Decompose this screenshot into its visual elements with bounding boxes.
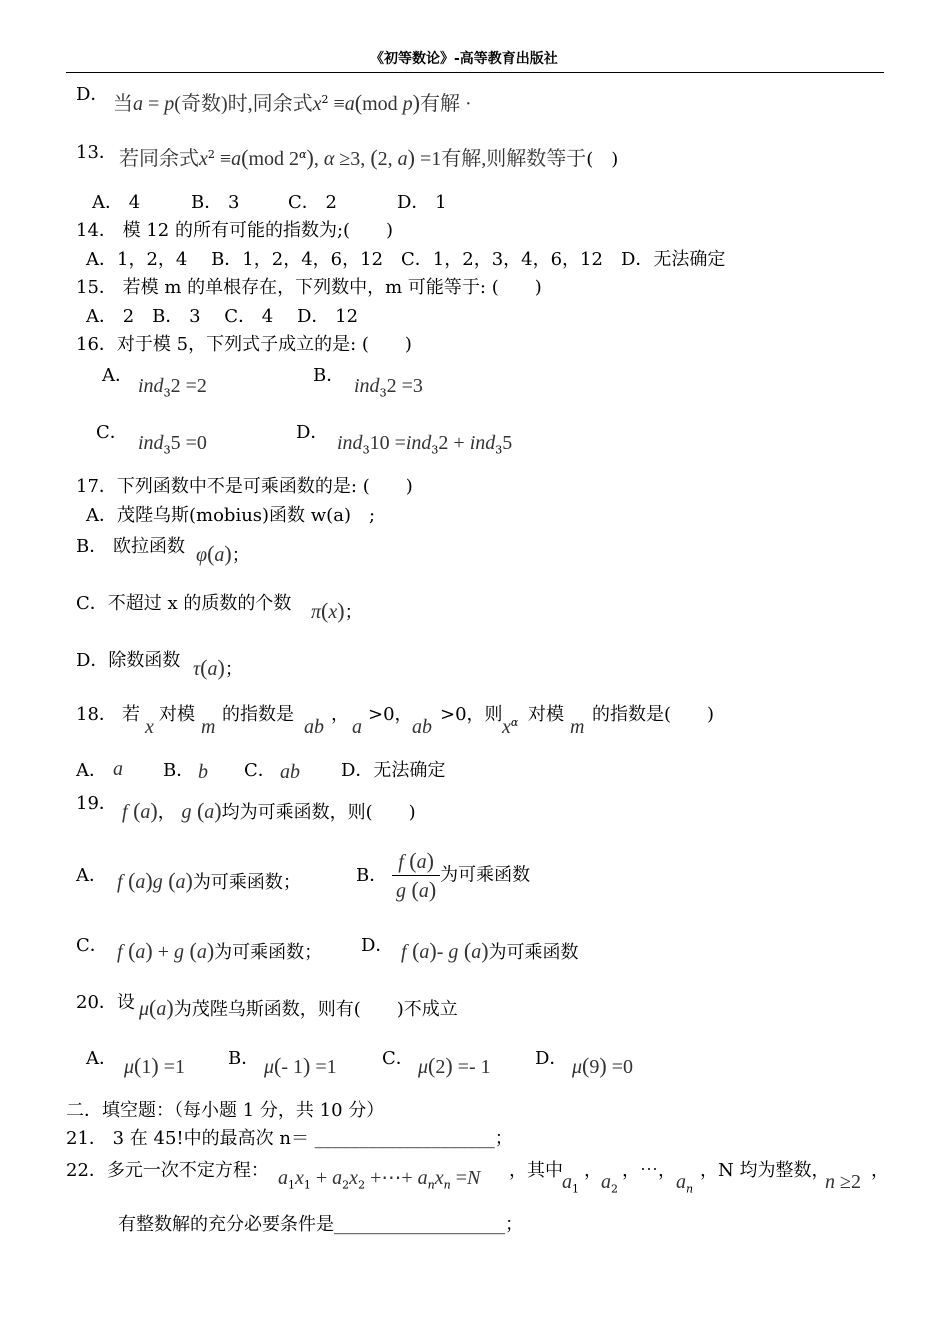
q14-options: A．1，2，4 B．1，2，4，6，12 C．1，2，3，4，6，12 D．无法确定 — [86, 249, 726, 270]
q19-label-c: C． — [76, 935, 108, 956]
q19-option-a: f (a)g (a)为可乘函数； — [117, 868, 301, 893]
q22-a1: $a_1$ — [562, 1171, 579, 1196]
q16-option-d-formula: ind$_3$10 =ind$_3$2 + ind$_3$5 — [337, 432, 513, 457]
q18-text-6: >0，则 — [440, 704, 503, 725]
q17-option-a: A．茂陛乌斯(mobius)函数 w(a) ; — [86, 505, 376, 526]
q14-stem: 14． 模 12 的所有可能的指数为;( ) — [76, 220, 394, 241]
q16-stem: 16．对于模 5，下列式子成立的是: ( ) — [76, 334, 412, 355]
q12-option-d: 当a = p(奇数)时,同余式$x^2 \equiv a(mod$ p)有解 · — [113, 90, 472, 115]
q16-label-c: C． — [96, 422, 128, 443]
q16-label-b: B． — [313, 365, 345, 386]
q19-label-d: D． — [361, 935, 394, 956]
q20-option-d: μ(9) =0 — [572, 1053, 633, 1078]
q19-number: 19． — [76, 793, 117, 814]
q20-stem: μ(a)为茂陛乌斯函数，则有( )不成立 — [139, 995, 458, 1020]
q17-stem: 17．下列函数中不是可乘函数的是: ( ) — [76, 476, 413, 497]
q19-stem: f (a)， g (a)均为可乘函数，则( ) — [122, 798, 416, 823]
q18-var-ab-2: ab — [412, 716, 432, 738]
q13-option-d: D． 1 — [397, 192, 447, 213]
section-2-title: 二．填空题：（每小题 1 分，共 10 分） — [66, 1100, 385, 1121]
q18-text-2: 对模 — [159, 704, 195, 725]
page-header: 《初等数论》-高等教育出版社 — [370, 51, 558, 67]
q18-text-4: ， — [331, 704, 349, 725]
q18-option-c-var: ab — [280, 761, 300, 783]
q18-text-1: 若 — [122, 704, 140, 725]
q18-label-a: A． — [76, 760, 107, 781]
q18-var-m: m — [201, 716, 216, 738]
q18-var-m-2: m — [570, 716, 585, 738]
q20-number: 20．设 — [76, 992, 135, 1013]
q20-option-a: μ(1) =1 — [124, 1053, 185, 1078]
q22-mid-2: ，N 均为整数， — [700, 1160, 830, 1181]
q17-option-d-formula: τ(a)； — [193, 655, 243, 680]
q18-text-3: 的指数是 — [222, 704, 294, 725]
q20-option-c: μ(2) =- 1 — [418, 1053, 491, 1078]
q17-option-c-formula: π(x)； — [311, 598, 363, 623]
q22-an: $a_n$ — [676, 1171, 694, 1196]
q19-option-b: $\frac{f (a)}{g (a)}$ 为可乘函数 — [392, 850, 530, 901]
q13-option-b: B． 3 — [191, 192, 240, 213]
q22-n-condition: n ≥2 — [825, 1171, 861, 1193]
q16-option-c-formula: ind$_3$5 =0 — [138, 432, 207, 457]
q18-label-c: C． — [244, 760, 276, 781]
q22-line-2: 有整数解的充分必要条件是___________________； — [118, 1214, 523, 1235]
q21: 21． 3 在 45!中的最高次 n＝ ____________________； — [66, 1128, 513, 1149]
q20-label-b: B． — [228, 1048, 260, 1069]
q18-label-b: B． — [163, 760, 195, 781]
q18-var-x-alpha: $x^\alpha$ — [502, 716, 519, 738]
q22-a2: $a_2$ — [601, 1171, 618, 1196]
q16-label-d: D． — [296, 422, 329, 443]
q22-number: 22．多元一次不定方程： — [66, 1160, 269, 1181]
q15-options: A． 2 B． 3 C． 4 D． 12 — [86, 306, 359, 327]
q16-option-a-formula: ind$_3$2 =2 — [138, 375, 207, 400]
q13-option-c: C． 2 — [288, 192, 337, 213]
q13-stem: 若同余式$x^2 \equiv a(mod$ $2^\alpha$), α ≥3, (2, a) =1有解,则解数等于( ) — [119, 145, 619, 170]
q22-end: ， — [871, 1160, 889, 1181]
q17-option-c-label: C．不超过 x 的质数的个数 — [76, 593, 292, 614]
q19-label-a: A． — [76, 865, 107, 886]
q20-option-b: μ(- 1) =1 — [264, 1053, 337, 1078]
q18-var-ab: ab — [304, 716, 324, 738]
q18-text-8: 的指数是( ) — [592, 704, 715, 725]
q18-var-a: a — [352, 716, 362, 738]
q17-option-d-label: D．除数函数 — [76, 650, 181, 671]
q16-label-a: A． — [102, 365, 133, 386]
q18-var-x: x — [145, 716, 154, 738]
q18-option-b-var: b — [198, 761, 208, 783]
q13-number: 13． — [76, 142, 117, 163]
q20-label-c: C． — [382, 1048, 414, 1069]
q13-option-a: A． 4 — [92, 192, 141, 213]
q18-number: 18． — [76, 704, 117, 725]
q19-option-d: f (a)- g (a)为可乘函数 — [401, 938, 579, 963]
q19-label-b: B． — [356, 865, 388, 886]
q18-label-d: D．无法确定 — [341, 760, 446, 781]
q16-option-b-formula: ind$_3$2 =3 — [354, 375, 423, 400]
q15-stem: 15． 若模 m 的单根存在，下列数中，m 可能等于: ( ) — [76, 277, 542, 298]
q17-option-b-formula: φ(a)； — [196, 541, 250, 566]
q22-mid: ，其中 — [509, 1160, 563, 1181]
q18-option-a-var: a — [113, 758, 123, 780]
q12-option-d-label: D． — [76, 84, 109, 105]
q20-label-a: A． — [86, 1048, 117, 1069]
q18-text-5: >0， — [368, 704, 413, 725]
header-rule — [66, 72, 884, 73]
q19-option-c: f (a) + g (a)为可乘函数； — [117, 938, 323, 963]
q22-dots: ，⋯， — [622, 1160, 676, 1181]
q22-equation: $a_1x_1 + a_2x_2$ +⋯+ $a_nx_n =N$ — [278, 1167, 481, 1192]
q18-text-7: 对模 — [528, 704, 564, 725]
q20-label-d: D． — [535, 1048, 568, 1069]
q17-option-b-label: B． 欧拉函数 — [76, 536, 185, 557]
q22-comma: ， — [584, 1160, 602, 1181]
